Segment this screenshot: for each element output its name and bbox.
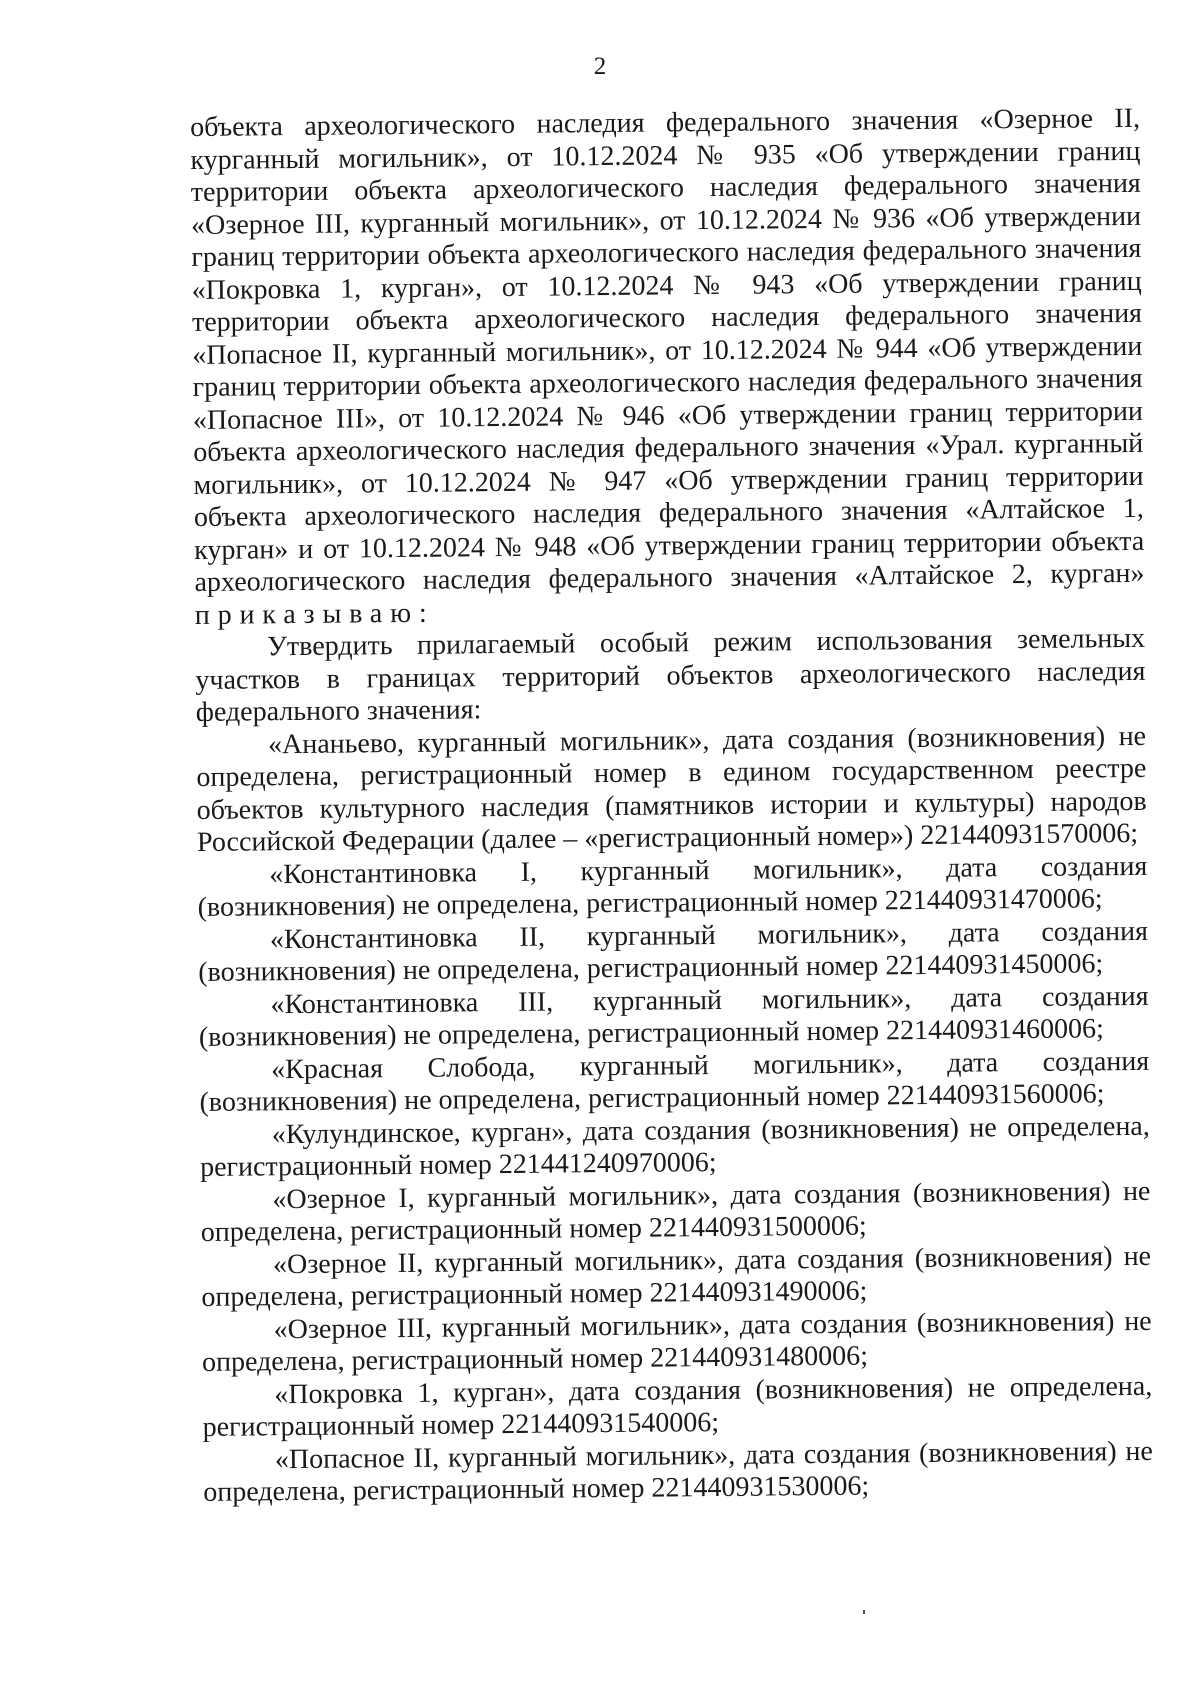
list-item: «Кулундинское, курган», дата создания (возникновения) не определена, регистрационный номер 221441240970006; <box>199 1110 1150 1183</box>
list-item: «Константиновка I, курганный могильник», дата создания (возникновения) не определена, регистрационный номер 221440931470006; <box>197 850 1148 923</box>
list-item: «Константиновка III, курганный могильник», дата создания (возникновения) не определена, регистрационный номер 221440931460006; <box>198 980 1149 1053</box>
order-paragraph: Утвердить прилагаемый особый режим использования земельных участков в границах территорий объектов археологического наследия федерального значения: <box>195 622 1146 728</box>
list-item: «Озерное III, курганный могильник», дата создания (возникновения) не определена, регистрационный номер 221440931480006; <box>201 1305 1152 1378</box>
list-item: «Константиновка II, курганный могильник», дата создания (возникновения) не определена, регистрационный номер 221440931450006; <box>198 915 1149 988</box>
preamble-paragraph <box>190 103 1145 632</box>
list-item: «Красная Слобода, курганный могильник», дата создания (возникновения) не определена, регистрационный номер 221440931560006; <box>199 1045 1150 1118</box>
list-item: «Ананьево, курганный могильник», дата создания (возникновения) не определена, регистрационный номер в едином государственном реестре объектов культурного наследия (памятников истории и культуры) народов Российской Федерации (далее – «регистрационный номер») 221440931570006; <box>196 720 1147 858</box>
order-word: приказываю: <box>194 597 435 631</box>
scan-speck <box>863 1610 865 1614</box>
list-item: «Озерное I, курганный могильник», дата создания (возникновения) не определена, регистрационный номер 221440931500006; <box>200 1175 1151 1248</box>
document-body <box>190 103 1153 1510</box>
list-item: «Попасное II, курганный могильник», дата создания (возникновения) не определена, регистрационный номер 221440931530006; <box>203 1435 1154 1508</box>
page-number: 2 <box>593 53 607 80</box>
list-item: «Озерное II, курганный могильник», дата создания (возникновения) не определена, регистрационный номер 221440931490006; <box>201 1240 1152 1313</box>
preamble-text: объекта археологического наследия федерального значения «Озерное II, курганный могильник», от 10.12.2024 № 935 «Об утверждении границ территории объекта археологического наследия федерального значения «Озерное III, курганный могильник», от 10.12.2024 № 936 «Об утверждении границ территории объекта археологического наследия федерального значения «Покровка 1, курган», от 10.12.2024 № 943 «Об утверждении границ территории объекта археологического наследия федерального значения «Попасное II, курганный могильник», от 10.12.2024 № 944 «Об утверждении границ территории объекта археологического наследия федерального значения «Попасное III», от 10.12.2024 № 946 «Об утверждении границ территории объекта археологического наследия федерального значения «Урал. курганный могильник», от 10.12.2024 № 947 «Об утверждении границ территории объекта археологического наследия федерального значения «Алтайское 1, курган» и от 10.12.2024 № 948 «Об утверждении границ территории объекта археологического наследия федерального значения «Алтайское 2, курган» <box>190 102 1145 598</box>
list-item: «Покровка 1, курган», дата создания (возникновения) не определена, регистрационный номер 221440931540006; <box>202 1370 1153 1443</box>
